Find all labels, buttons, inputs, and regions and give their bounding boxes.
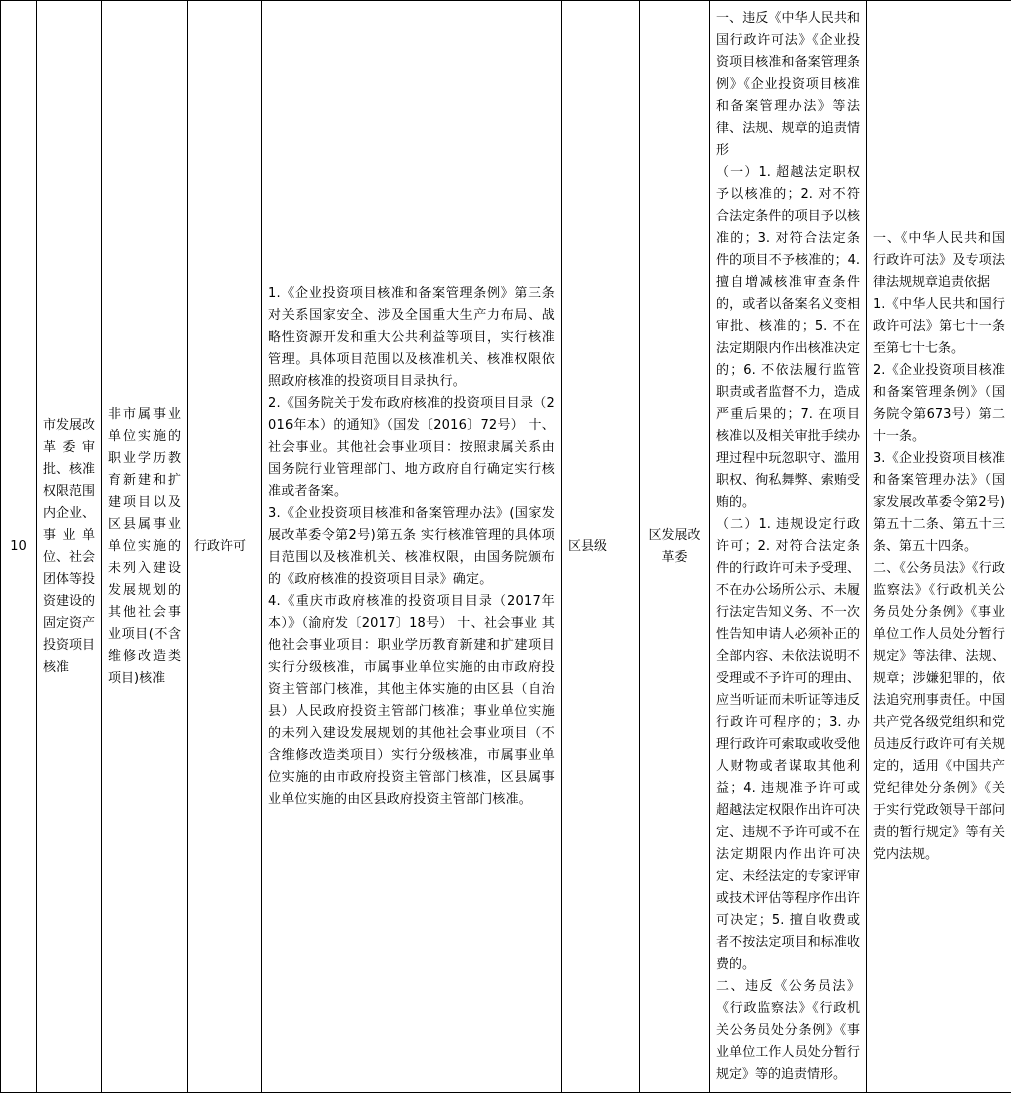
row-number: 10: [1, 1, 37, 1093]
basis-paragraph: 一、《中华人民共和国行政许可法》及专项法律法规规章追责依据: [873, 230, 1005, 290]
sub-item-name: 非市属事业单位实施的职业学历教育新建和扩建项目以及区县属事业单位实施的未列入建设发展规划的其他社会事业项目(不含维修改造类项目)核准: [102, 1, 188, 1093]
basis-paragraph: 1.《中华人民共和国行政许可法》第七十一条至第七十七条。: [873, 296, 1005, 356]
situation-paragraph: 二、违反《公务员法》《行政监察法》《行政机关公务员处分条例》《事业单位工作人员处分暂行规定》等的追责情形。: [716, 978, 860, 1082]
basis-paragraph: 3.《企业投资项目核准和备案管理办法》（国家发展改革委令第2号)第五十二条、第五十三条、第五十四条。: [873, 450, 1005, 554]
responsible-department: 区发展改革委: [640, 1, 710, 1093]
item-name: 市发展改革委审批、核准权限范围内企业、事业单位、社会团体等投资建设的固定资产投资项目核准: [37, 1, 102, 1093]
situation-paragraph: （一）1. 超越法定职权予以核准的；2. 对不符合法定条件的项目予以核准的；3. 对符合法定条件的项目不予核准的；4. 擅自增减核准审查条件的，或者以备案名义变相审批、核准的；5. 不在法定期限内作出核准决定的；6. 不依法履行监管职责或者监督不力，造成严重后果的；7. 在项目核准以及相关审批手续办理过程中玩忽职守、滥用职权、徇私舞弊、索贿受贿的。: [716, 164, 860, 510]
table-row: [1, 1, 1011, 1093]
accountability-basis: [867, 1, 1011, 1093]
basis-paragraph: 二、《公务员法》《行政监察法》《行政机关公务员处分条例》《事业单位工作人员处分暂行规定》等法律、法规、规章；涉嫌犯罪的，依法追究刑事责任。中国共产党各级党组织和党员违反行政许可有关规定的，适用《中国共产党纪律处分条例》《关于实行党政领导干部问责的暂行规定》等有关党内法规。: [873, 560, 1005, 862]
situation-paragraph: 一、违反《中华人民共和国行政许可法》《企业投资项目核准和备案管理条例》《企业投资项目核准和备案管理办法》等法律、法规、规章的追责情形: [716, 10, 860, 158]
legal-basis-paragraph: 4.《重庆市政府核准的投资项目目录（2017年本）》（渝府发〔2017〕18号） 十、社会事业 其他社会事业项目：职业学历教育新建和扩建项目实行分级核准，市属事业单位实施的由市政府投资主管部门核准，其他主体实施的由区县（自治县）人民政府投资主管部门核准；事业单位实施的未列入建设发展规划的其他社会事业项目（不含维修改造类项目）实行分级核准，市属事业单位实施的由市政府投资主管部门核准，区县属事业单位实施的由区县政府投资主管部门核准。: [268, 593, 555, 807]
situation-paragraph: （二）1. 违规设定行政许可；2. 对符合法定条件的行政许可未予受理、不在办公场所公示、未履行法定告知义务、不一次性告知申请人必须补正的全部内容、未依法说明不受理或不予许可的理由、应当听证而未听证等违反行政许可程序的；3. 办理行政许可索取或收受他人财物或者谋取其他利益；4. 违规准予许可或超越法定权限作出许可决定、违规不予许可或不在法定期限内作出许可决定、未经法定的专家评审或技术评估等程序作出许可决定；5. 擅自收费或者不按法定项目和标准收费的。: [716, 516, 860, 972]
legal-basis-paragraph: 3.《企业投资项目核准和备案管理办法》(国家发展改革委令第2号)第五条 实行核准管理的具体项目范围以及核准机关、核准权限，由国务院颁布的《政府核准的投资项目目录》确定。: [268, 505, 555, 587]
basis-paragraph: 2.《企业投资项目核准和备案管理条例》（国务院令第673号）第二十一条。: [873, 362, 1005, 444]
legal-basis-paragraph: 2.《国务院关于发布政府核准的投资项目目录（2016年本）的通知》（国发〔2016〕72号） 十、社会事业。其他社会事业项目：按照隶属关系由国务院行业管理部门、地方政府自行确定实行核准或者备案。: [268, 395, 555, 499]
exercise-level: 区县级: [562, 1, 640, 1093]
accountability-situations: [710, 1, 867, 1093]
legal-basis: [262, 1, 562, 1093]
legal-basis-paragraph: 1.《企业投资项目核准和备案管理条例》第三条 对关系国家安全、涉及全国重大生产力布局、战略性资源开发和重大公共利益等项目，实行核准管理。具体项目范围以及核准机关、核准权限依照政府核准的投资项目目录执行。: [268, 285, 555, 389]
power-type: 行政许可: [188, 1, 262, 1093]
